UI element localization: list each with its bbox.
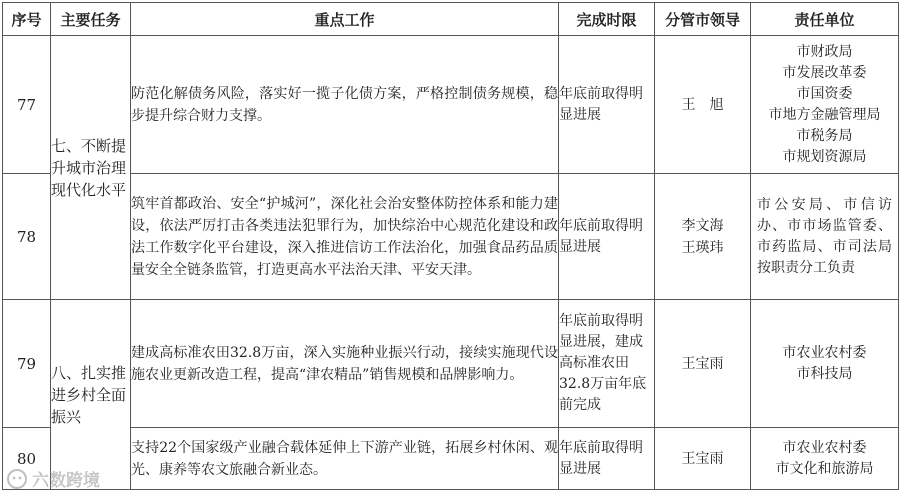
row-seq: 78	[3, 174, 51, 300]
table-row	[3, 300, 899, 428]
work-cell: 支持22个国家级产业融合载体延伸上下游产业链，拓展乡村休闲、观光、康养等农文旅融合新业态。	[131, 428, 559, 490]
table-row	[3, 428, 899, 490]
watermark	[6, 466, 100, 491]
leader-name: 王宝雨	[681, 355, 724, 372]
header-deadline: 完成时限	[559, 3, 655, 36]
deadline-cell: 年底前取得明显进展	[559, 428, 655, 490]
deadline-cell: 年底前取得明显进展	[559, 174, 655, 300]
chat-bubble-icon	[6, 468, 28, 490]
task-cell: 八、扎实推进乡村全面振兴	[51, 300, 131, 490]
work-cell: 防范化解债务风险，落实好一揽子化债方案，严格控制债务规模，稳步提升综合财力支撑。	[131, 36, 559, 174]
units-cell	[751, 300, 899, 428]
table-header-row	[3, 3, 899, 36]
leader-cell	[655, 428, 751, 490]
unit-name: 市地方金融管理局	[768, 106, 881, 123]
leader-name: 王瑛玮	[681, 239, 724, 256]
header-units: 责任单位	[751, 3, 899, 36]
work-cell: 筑牢首都政治、安全“护城河”，深化社会治安整体防控体系和能力建设，依法严厉打击各类违法犯罪行为，加快综治中心规范化建设和政法工作数字化平台建设，深入推进信访工作法治化，加强食品药品质量安全全链条监管，打造更高水平法治天津、平安天津。	[131, 174, 559, 300]
units-cell	[751, 428, 899, 490]
table-row	[3, 174, 899, 300]
deadline-cell: 年底前取得明显进展	[559, 36, 655, 174]
key-work-table	[2, 2, 899, 490]
deadline-cell: 年底前取得明显进展，建成高标准农田32.8万亩年底前完成	[559, 300, 655, 428]
header-leader: 分管市领导	[655, 3, 751, 36]
unit-name: 市文化和旅游局	[775, 460, 874, 477]
unit-name: 市国资委	[796, 85, 853, 102]
work-cell: 建成高标准农田32.8万亩，深入实施种业振兴行动，接续实施现代设施农业更新改造工程，提高“津农精品”销售规模和品牌影响力。	[131, 300, 559, 428]
leader-name: 李文海	[681, 217, 724, 234]
unit-name: 市税务局	[796, 127, 853, 144]
units-cell	[751, 36, 899, 174]
row-seq: 79	[3, 300, 51, 428]
unit-name: 市农业农村委	[782, 439, 867, 456]
unit-name: 市科技局	[796, 365, 853, 382]
leader-cell	[655, 300, 751, 428]
header-work: 重点工作	[131, 3, 559, 36]
header-task: 主要任务	[51, 3, 131, 36]
leader-cell	[655, 174, 751, 300]
leader-name: 王宝雨	[681, 450, 724, 467]
leader-name: 王 旭	[681, 96, 724, 113]
row-seq: 80	[3, 428, 51, 490]
task-cell: 七、不断提升城市治理现代化水平	[51, 36, 131, 300]
unit-name: 市农业农村委	[782, 344, 867, 361]
unit-name: 市发展改革委	[782, 64, 867, 81]
unit-name: 市财政局	[796, 43, 853, 60]
unit-name: 市规划资源局	[782, 148, 867, 165]
leader-cell	[655, 36, 751, 174]
row-seq: 77	[3, 36, 51, 174]
table-row	[3, 36, 899, 174]
header-seq: 序号	[3, 3, 51, 36]
units-text: 市公安局、市信访办、市市场监管委、市药监局、市司法局按职责分工负责	[757, 196, 892, 276]
units-cell	[751, 174, 899, 300]
watermark-text: 六数跨境	[32, 471, 100, 491]
